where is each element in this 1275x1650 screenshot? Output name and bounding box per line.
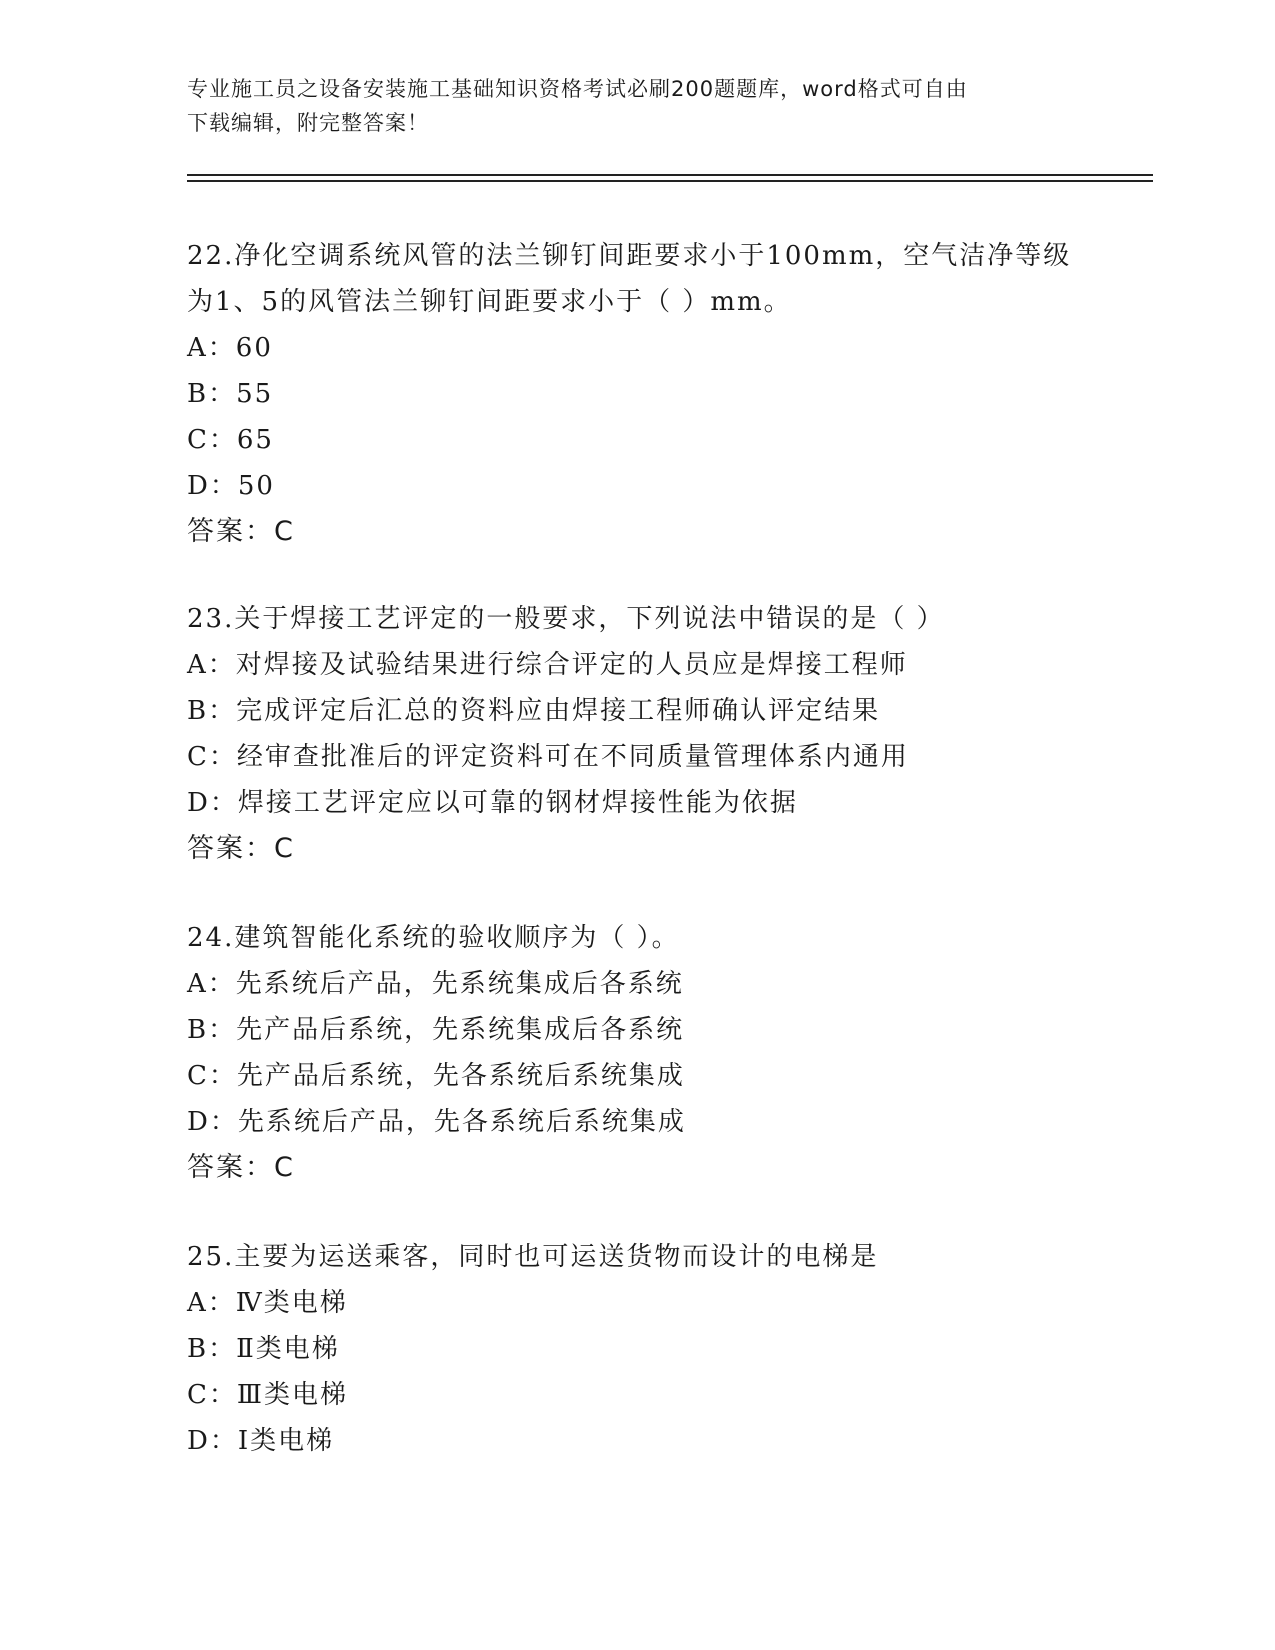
header-divider-top xyxy=(187,174,1153,176)
option-d: D：先系统后产品，先各系统后系统集成 xyxy=(187,1107,686,1137)
option-d: D：50 xyxy=(187,471,275,501)
option-a: A：对焊接及试验结果进行综合评定的人员应是焊接工程师 xyxy=(187,650,908,680)
option-c: C：先产品后系统，先各系统后系统集成 xyxy=(187,1061,685,1091)
question-22 xyxy=(187,233,1087,555)
option-b: B：Ⅱ类电梯 xyxy=(187,1334,340,1364)
document-header xyxy=(187,72,1067,140)
option-b: B：完成评定后汇总的资料应由焊接工程师确认评定结果 xyxy=(187,696,881,726)
option-a: A：先系统后产品，先系统集成后各系统 xyxy=(187,969,684,999)
header-line-1: 专业施工员之设备安装施工基础知识资格考试必刷200题题库，word格式可自由 xyxy=(187,77,968,101)
option-c: C：经审查批准后的评定资料可在不同质量管理体系内通用 xyxy=(187,742,909,772)
option-a: A：Ⅳ类电梯 xyxy=(187,1288,348,1318)
header-line-2: 下载编辑，附完整答案！ xyxy=(187,111,429,135)
question-25 xyxy=(187,1234,1087,1464)
option-d: D：焊接工艺评定应以可靠的钢材焊接性能为依据 xyxy=(187,788,798,818)
answer-line: 答案：C xyxy=(187,833,295,864)
option-b: B：先产品后系统，先系统集成后各系统 xyxy=(187,1015,685,1045)
header-divider-bottom xyxy=(187,180,1153,182)
question-stem: 22.净化空调系统风管的法兰铆钉间距要求小于100mm，空气洁净等级 xyxy=(187,241,1072,271)
option-d: D：Ⅰ类电梯 xyxy=(187,1426,335,1456)
answer-line: 答案：C xyxy=(187,1152,295,1183)
question-stem: 23.关于焊接工艺评定的一般要求，下列说法中错误的是（ ） xyxy=(187,604,945,634)
question-24 xyxy=(187,915,1087,1191)
option-b: B：55 xyxy=(187,379,274,409)
question-stem-continued: 为1、5的风管法兰铆钉间距要求小于（ ）mm。 xyxy=(187,287,792,317)
question-stem: 25.主要为运送乘客，同时也可运送货物而设计的电梯是 xyxy=(187,1242,879,1272)
answer-line: 答案：C xyxy=(187,516,295,547)
option-c: C：65 xyxy=(187,425,274,455)
option-c: C：Ⅲ类电梯 xyxy=(187,1380,348,1410)
option-a: A：60 xyxy=(187,333,273,363)
question-stem: 24.建筑智能化系统的验收顺序为（ ）。 xyxy=(187,923,680,953)
question-23 xyxy=(187,596,1087,872)
